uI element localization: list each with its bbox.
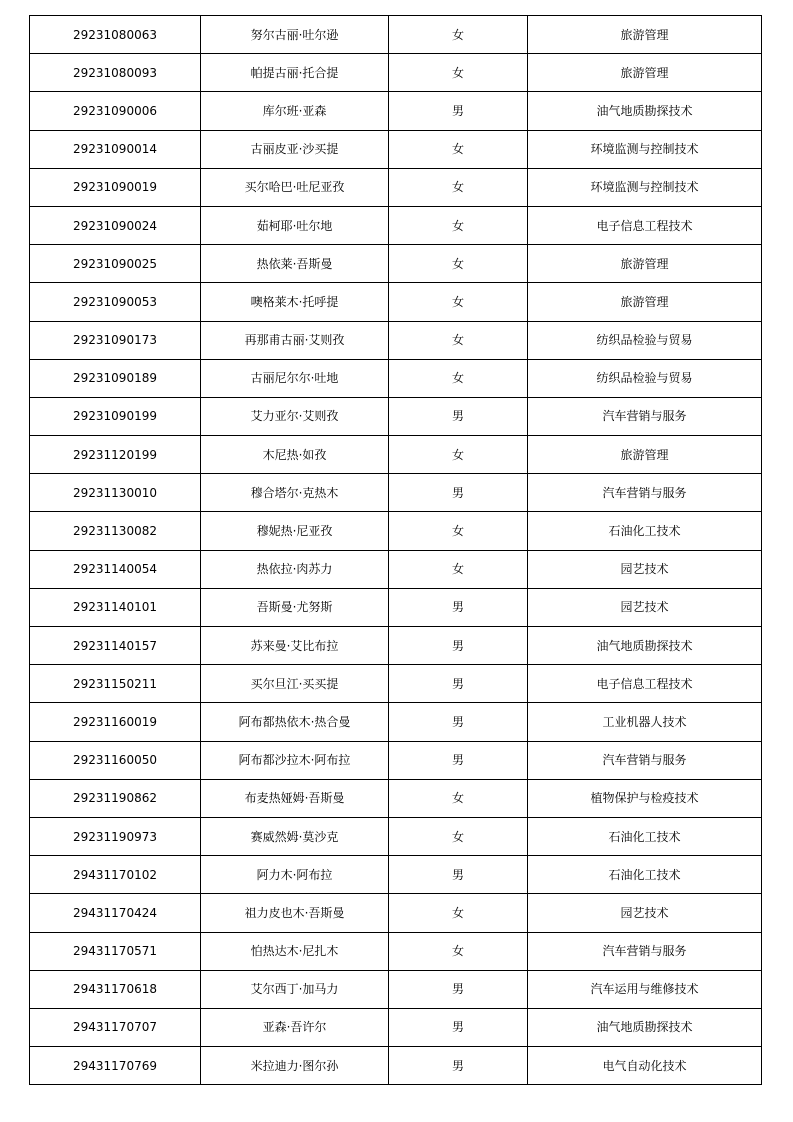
gender-cell: 女	[389, 779, 528, 817]
student-name-cell: 穆合塔尔·克热木	[201, 474, 389, 512]
major-cell: 电气自动化技术	[528, 1047, 762, 1085]
major-cell: 石油化工技术	[528, 817, 762, 855]
major-cell: 油气地质勘探技术	[528, 1008, 762, 1046]
major-cell: 园艺技术	[528, 550, 762, 588]
major-cell: 石油化工技术	[528, 512, 762, 550]
major-cell: 纺织品检验与贸易	[528, 359, 762, 397]
student-name-cell: 木尼热·如孜	[201, 436, 389, 474]
student-id-cell: 29431170424	[30, 894, 201, 932]
student-name-cell: 库尔班·亚森	[201, 92, 389, 130]
table-row	[30, 130, 762, 168]
table-row	[30, 932, 762, 970]
major-cell: 园艺技术	[528, 588, 762, 626]
table-row	[30, 779, 762, 817]
student-id-cell: 29231080093	[30, 54, 201, 92]
student-name-cell: 噢格莱木·托呼提	[201, 283, 389, 321]
student-id-cell: 29431170707	[30, 1008, 201, 1046]
major-cell: 旅游管理	[528, 245, 762, 283]
student-id-cell: 29231160050	[30, 741, 201, 779]
gender-cell: 男	[389, 741, 528, 779]
table-row	[30, 474, 762, 512]
gender-cell: 女	[389, 550, 528, 588]
student-id-cell: 29231130082	[30, 512, 201, 550]
student-name-cell: 祖力皮也木·吾斯曼	[201, 894, 389, 932]
student-id-cell: 29231090025	[30, 245, 201, 283]
gender-cell: 女	[389, 245, 528, 283]
table-row	[30, 206, 762, 244]
student-name-cell: 热依拉·肉苏力	[201, 550, 389, 588]
table-row	[30, 856, 762, 894]
student-name-cell: 茹柯耶·吐尔地	[201, 206, 389, 244]
student-name-cell: 阿布都沙拉木·阿布拉	[201, 741, 389, 779]
table-row	[30, 436, 762, 474]
student-name-cell: 怕热达木·尼扎木	[201, 932, 389, 970]
gender-cell: 女	[389, 894, 528, 932]
student-id-cell: 29431170769	[30, 1047, 201, 1085]
major-cell: 汽车营销与服务	[528, 741, 762, 779]
table-row	[30, 321, 762, 359]
major-cell: 旅游管理	[528, 16, 762, 54]
major-cell: 纺织品检验与贸易	[528, 321, 762, 359]
student-name-cell: 阿布都热依木·热合曼	[201, 703, 389, 741]
student-id-cell: 29431170618	[30, 970, 201, 1008]
gender-cell: 女	[389, 512, 528, 550]
gender-cell: 女	[389, 168, 528, 206]
major-cell: 旅游管理	[528, 54, 762, 92]
student-id-cell: 29231190973	[30, 817, 201, 855]
student-name-cell: 买尔旦江·买买提	[201, 665, 389, 703]
student-id-cell: 29231090006	[30, 92, 201, 130]
gender-cell: 女	[389, 206, 528, 244]
student-name-cell: 帕提古丽·托合提	[201, 54, 389, 92]
student-name-cell: 布麦热娅姆·吾斯曼	[201, 779, 389, 817]
gender-cell: 男	[389, 1047, 528, 1085]
student-id-cell: 29231150211	[30, 665, 201, 703]
student-id-cell: 29431170571	[30, 932, 201, 970]
major-cell: 电子信息工程技术	[528, 665, 762, 703]
student-name-cell: 古丽皮亚·沙买提	[201, 130, 389, 168]
gender-cell: 女	[389, 130, 528, 168]
table-row	[30, 588, 762, 626]
gender-cell: 女	[389, 283, 528, 321]
gender-cell: 男	[389, 703, 528, 741]
student-name-cell: 穆妮热·尼亚孜	[201, 512, 389, 550]
table-row	[30, 894, 762, 932]
student-id-cell: 29231160019	[30, 703, 201, 741]
major-cell: 园艺技术	[528, 894, 762, 932]
gender-cell: 男	[389, 397, 528, 435]
table-row	[30, 245, 762, 283]
gender-cell: 男	[389, 474, 528, 512]
student-id-cell: 29231190862	[30, 779, 201, 817]
student-name-cell: 阿力木·阿布拉	[201, 856, 389, 894]
table-row	[30, 512, 762, 550]
gender-cell: 男	[389, 588, 528, 626]
table-row	[30, 665, 762, 703]
student-id-cell: 29231090189	[30, 359, 201, 397]
table-row	[30, 283, 762, 321]
student-name-cell: 努尔古丽·吐尔逊	[201, 16, 389, 54]
student-name-cell: 热依莱·吾斯曼	[201, 245, 389, 283]
gender-cell: 女	[389, 436, 528, 474]
gender-cell: 女	[389, 16, 528, 54]
gender-cell: 男	[389, 856, 528, 894]
student-id-cell: 29231130010	[30, 474, 201, 512]
student-id-cell: 29231090024	[30, 206, 201, 244]
table-row	[30, 627, 762, 665]
table-row	[30, 168, 762, 206]
gender-cell: 男	[389, 92, 528, 130]
student-id-cell: 29231140157	[30, 627, 201, 665]
student-name-cell: 苏来曼·艾比布拉	[201, 627, 389, 665]
table-row	[30, 817, 762, 855]
table-row	[30, 397, 762, 435]
gender-cell: 女	[389, 321, 528, 359]
table-row	[30, 970, 762, 1008]
major-cell: 工业机器人技术	[528, 703, 762, 741]
student-id-cell: 29231140101	[30, 588, 201, 626]
student-name-cell: 米拉迪力·图尔孙	[201, 1047, 389, 1085]
table-row	[30, 54, 762, 92]
major-cell: 汽车营销与服务	[528, 932, 762, 970]
gender-cell: 男	[389, 970, 528, 1008]
student-name-cell: 艾尔西丁·加马力	[201, 970, 389, 1008]
table-row	[30, 550, 762, 588]
major-cell: 汽车运用与维修技术	[528, 970, 762, 1008]
table-row	[30, 1008, 762, 1046]
table-row	[30, 741, 762, 779]
student-name-cell: 买尔哈巴·吐尼亚孜	[201, 168, 389, 206]
major-cell: 环境监测与控制技术	[528, 168, 762, 206]
gender-cell: 女	[389, 932, 528, 970]
student-id-cell: 29231120199	[30, 436, 201, 474]
major-cell: 石油化工技术	[528, 856, 762, 894]
student-name-cell: 艾力亚尔·艾则孜	[201, 397, 389, 435]
gender-cell: 男	[389, 665, 528, 703]
student-id-cell: 29231090199	[30, 397, 201, 435]
student-name-cell: 吾斯曼·尤努斯	[201, 588, 389, 626]
major-cell: 汽车营销与服务	[528, 474, 762, 512]
roster-body	[30, 16, 762, 1085]
student-name-cell: 再那甫古丽·艾则孜	[201, 321, 389, 359]
gender-cell: 男	[389, 1008, 528, 1046]
table-row	[30, 703, 762, 741]
student-name-cell: 亚森·吾许尔	[201, 1008, 389, 1046]
student-name-cell: 赛威然姆·莫沙克	[201, 817, 389, 855]
student-roster-table	[29, 15, 762, 1085]
student-id-cell: 29231090053	[30, 283, 201, 321]
gender-cell: 男	[389, 627, 528, 665]
student-id-cell: 29231090019	[30, 168, 201, 206]
major-cell: 环境监测与控制技术	[528, 130, 762, 168]
gender-cell: 女	[389, 359, 528, 397]
gender-cell: 女	[389, 54, 528, 92]
major-cell: 油气地质勘探技术	[528, 92, 762, 130]
major-cell: 植物保护与检疫技术	[528, 779, 762, 817]
student-name-cell: 古丽尼尔尔·吐地	[201, 359, 389, 397]
table-row	[30, 359, 762, 397]
major-cell: 旅游管理	[528, 436, 762, 474]
major-cell: 油气地质勘探技术	[528, 627, 762, 665]
student-id-cell: 29231080063	[30, 16, 201, 54]
table-row	[30, 16, 762, 54]
gender-cell: 女	[389, 817, 528, 855]
major-cell: 旅游管理	[528, 283, 762, 321]
student-id-cell: 29231090173	[30, 321, 201, 359]
student-id-cell: 29431170102	[30, 856, 201, 894]
major-cell: 电子信息工程技术	[528, 206, 762, 244]
table-row	[30, 1047, 762, 1085]
major-cell: 汽车营销与服务	[528, 397, 762, 435]
student-id-cell: 29231140054	[30, 550, 201, 588]
student-id-cell: 29231090014	[30, 130, 201, 168]
table-row	[30, 92, 762, 130]
